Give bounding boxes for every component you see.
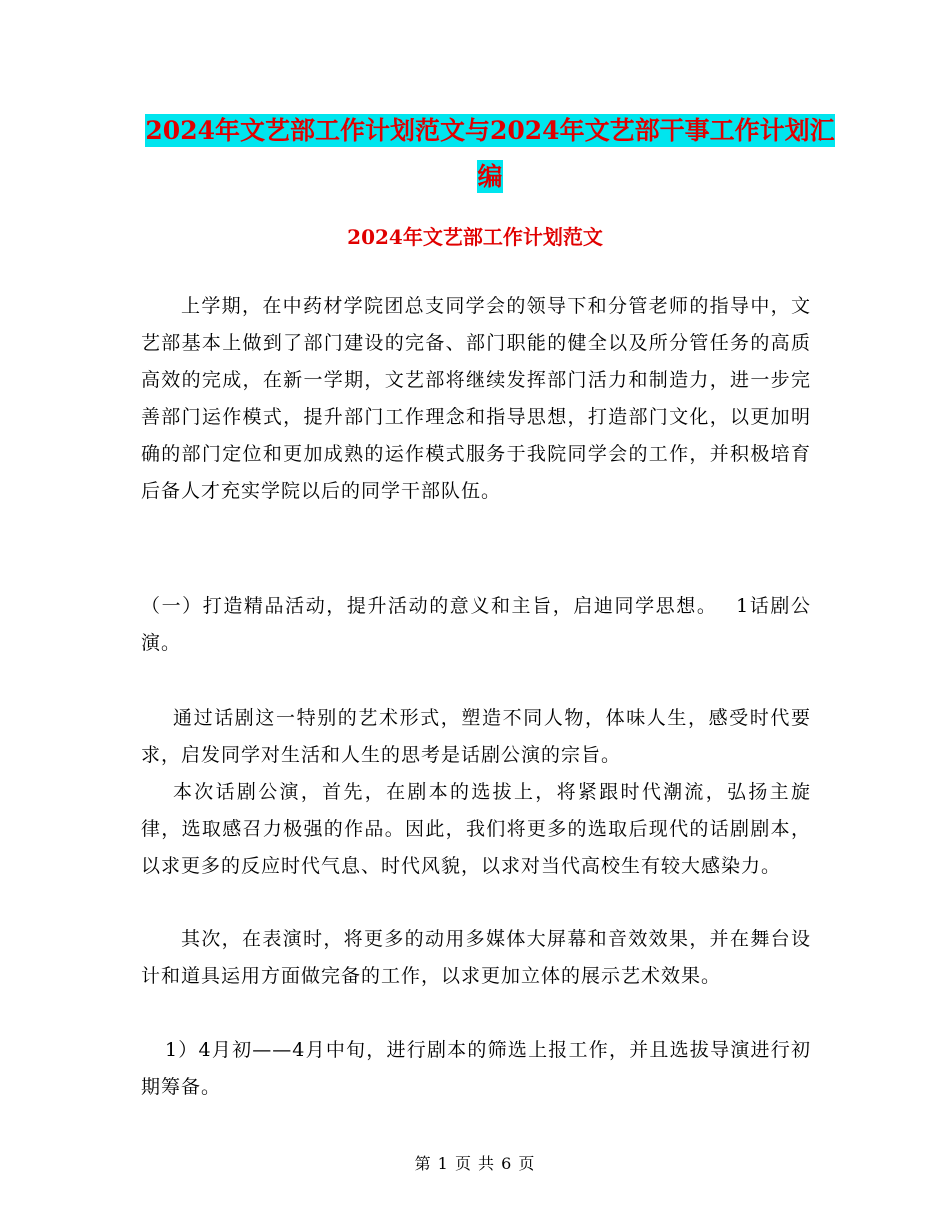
paragraph-heading-1: （一）打造精品活动，提升活动的意义和主旨，启迪同学思想。 1话剧公演。: [141, 595, 811, 654]
paragraph-intro: 上学期，在中药材学院团总支同学会的领导下和分管老师的指导中，文艺部基本上做到了部门建设的完备、部门职能的健全以及所分管任务的高质高效的完成，在新一学期，文艺部将继续发挥部门活力和制造力，进一步完善部门运作模式，提升部门工作理念和指导思想，打造部门文化，以更加明确的部门定位和更加成熟的运作模式服务于我院同学会的工作，并积极培育后备人才充实学院以后的同学干部队伍。: [141, 295, 811, 502]
paragraph-performance: 其次，在表演时，将更多的动用多媒体大屏幕和音效效果，并在舞台设计和道具运用方面做完备的工作，以求更加立体的展示艺术效果。: [141, 928, 811, 987]
section-title: 2024年文艺部工作计划范文: [347, 225, 603, 249]
paragraph-schedule-1: 1）4月初——4月中旬，进行剧本的筛选上报工作，并且选拔导演进行初期筹备。: [141, 1039, 811, 1098]
document-title: [140, 108, 840, 200]
document-title-text: 2024年文艺部工作计划范文与2024年文艺部干事工作计划汇编: [145, 116, 835, 191]
paragraph-script-selection: 本次话剧公演，首先，在剧本的选拔上，将紧跟时代潮流，弘扬主旋律，选取感召力极强的作品。因此，我们将更多的选取后现代的话剧剧本，以求更多的反应时代气息、时代风貌，以求对当代高校生有较大感染力。: [141, 781, 811, 877]
page-footer: 第 1 页 共 6 页: [414, 1154, 536, 1173]
paragraph-drama-purpose: 通过话剧这一特别的艺术形式，塑造不同人物，体味人生，感受时代要求，启发同学对生活和人生的思考是话剧公演的宗旨。: [141, 707, 811, 766]
